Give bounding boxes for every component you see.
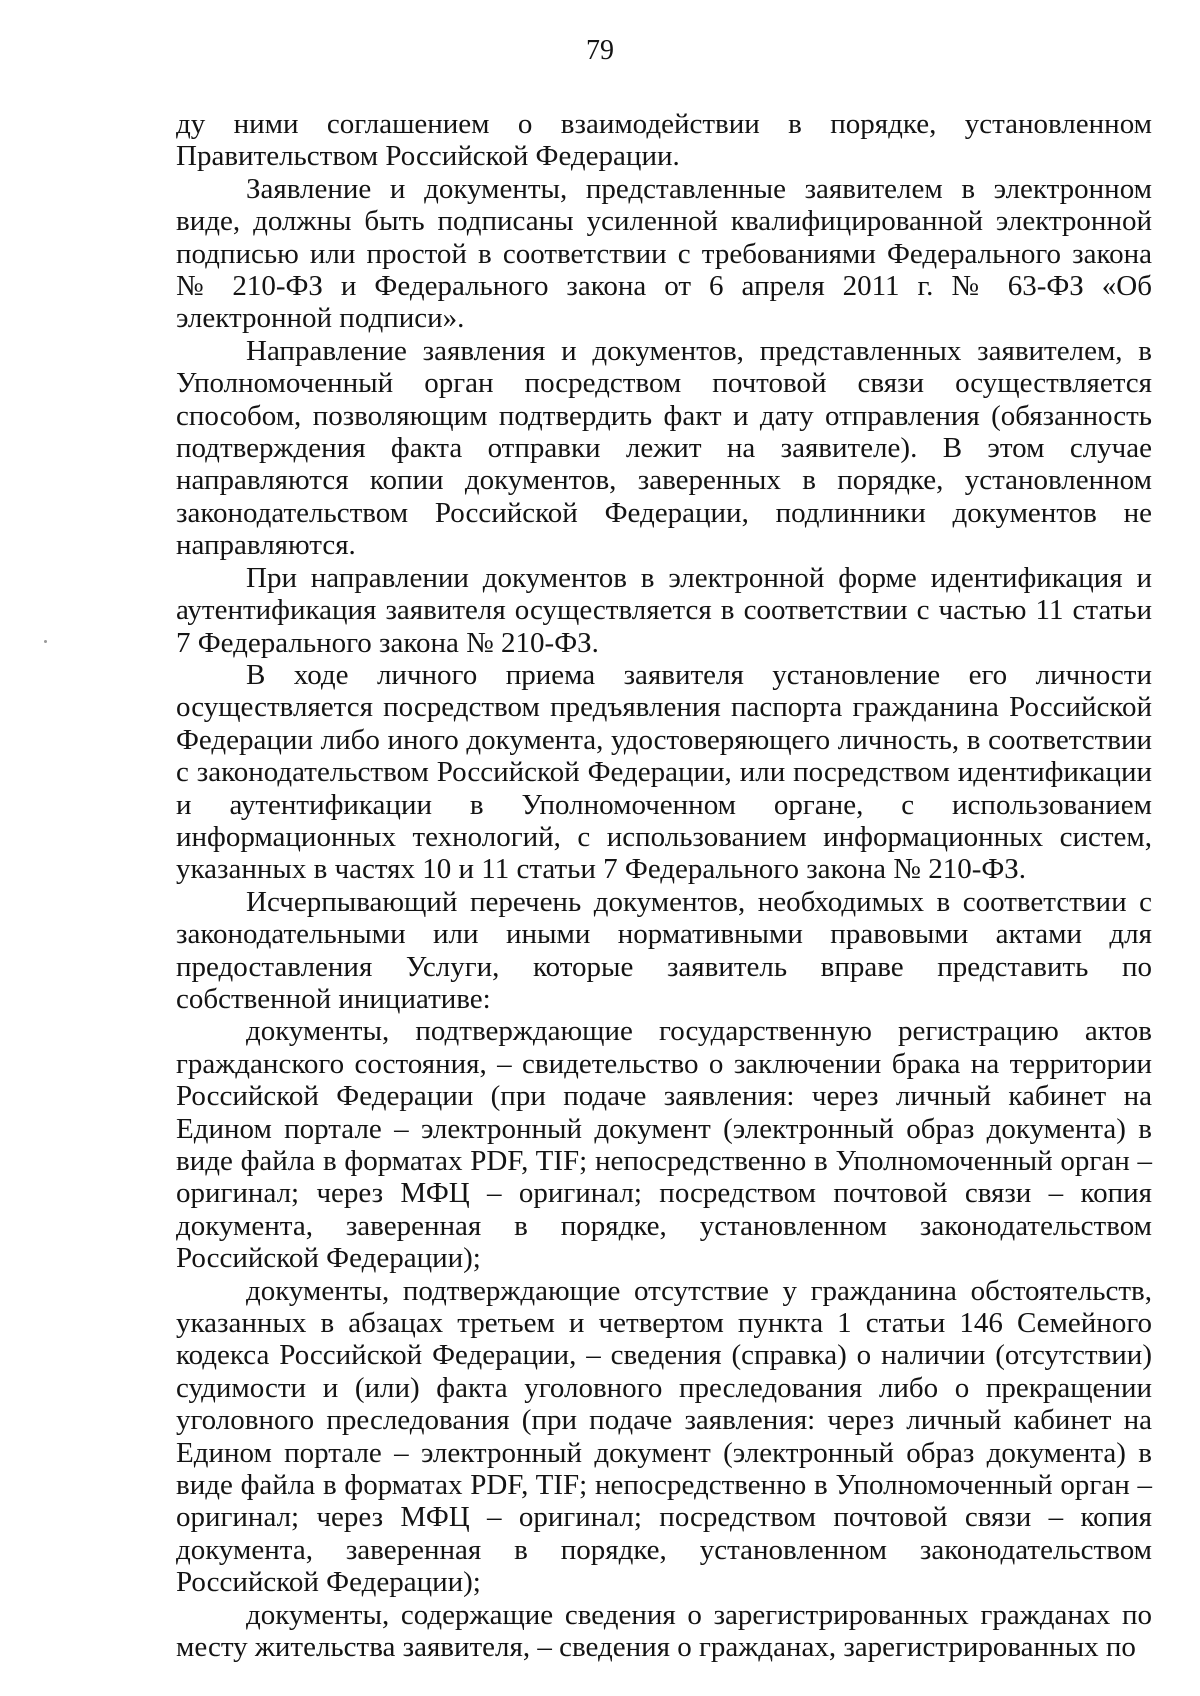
paragraph-criminal-record: документы, подтверждающие отсутствие у гражданина обстоятельств, указанных в абзацах третьем и четвертом пункта 1 статьи 146 Семейного кодекса Российской Федерации, – сведения (справка) о наличии (отсутствии) судимости и (или) факта уголовного преследования либо о прекращении уголовного преследования (при подаче заявления: через личный кабинет на Едином портале – электронный документ (электронный образ документа) в виде файла в форматах PDF, TIF; непосредственно в Уполномоченный орган – оригинал; через МФЦ – оригинал; посредством почтовой связи – копия документа, заверенная в порядке, установленном законодательством Российской Федерации); <box>176 1274 1152 1599</box>
paragraph-continued: ду ними соглашением о взаимодействии в порядке, установленном Правительством Российской Федерации. <box>176 108 1152 173</box>
paragraph-registered-citizens: документы, содержащие сведения о зарегистрированных гражданах по месту жительства заявителя, – сведения о гражданах, зарегистрированных по <box>176 1598 1152 1664</box>
paragraph-identification: При направлении документов в электронной форме идентификация и аутентификация заявителя осуществляется в соответствии с частью 11 статьи 7 Федерального закона № 210-ФЗ. <box>176 561 1152 659</box>
document-body <box>176 108 1152 1664</box>
scan-speck <box>44 640 47 643</box>
paragraph-document-list-intro: Исчерпывающий перечень документов, необходимых в соответствии с законодательными или иными нормативными правовыми актами для предоставления Услуги, которые заявитель вправе представить по собственной инициативе: <box>176 885 1152 1015</box>
paragraph-electronic-signature: Заявление и документы, представленные заявителем в электронном виде, должны быть подписаны усиленной квалифицированной электронной подписью или простой в соответствии с требованиями Федерального закона № 210-ФЗ и Федерального закона от 6 апреля 2011 г. № 63-ФЗ «Об электронной подписи». <box>176 172 1152 335</box>
page-number: 79 <box>586 35 614 66</box>
paragraph-postal-submission: Направление заявления и документов, представленных заявителем, в Уполномоченный орган посредством почтовой связи осуществляется способом, позволяющим подтвердить факт и дату отправления (обязанность подтверждения факта отправки лежит на заявителе). В этом случае направляются копии документов, заверенных в порядке, установленном законодательством Российской Федерации, подлинники документов не направляются. <box>176 334 1152 562</box>
paragraph-marriage-certificate: документы, подтверждающие государственную регистрацию актов гражданского состояния, – свидетельство о заключении брака на территории Российской Федерации (при подаче заявления: через личный кабинет на Едином портале – электронный документ (электронный образ документа) в виде файла в форматах PDF, TIF; непосредственно в Уполномоченный орган – оригинал; через МФЦ – оригинал; посредством почтовой связи – копия документа, заверенная в порядке, установленном законодательством Российской Федерации); <box>176 1015 1152 1275</box>
paragraph-personal-reception: В ходе личного приема заявителя установление его личности осуществляется посредством предъявления паспорта гражданина Российской Федерации либо иного документа, удостоверяющего личность, в соответствии с законодательством Российской Федерации, или посредством идентификации и аутентификации в Уполномоченном органе, с использованием информационных технологий, с использованием информационных систем, указанных в частях 10 и 11 статьи 7 Федерального закона № 210-ФЗ. <box>176 658 1152 886</box>
